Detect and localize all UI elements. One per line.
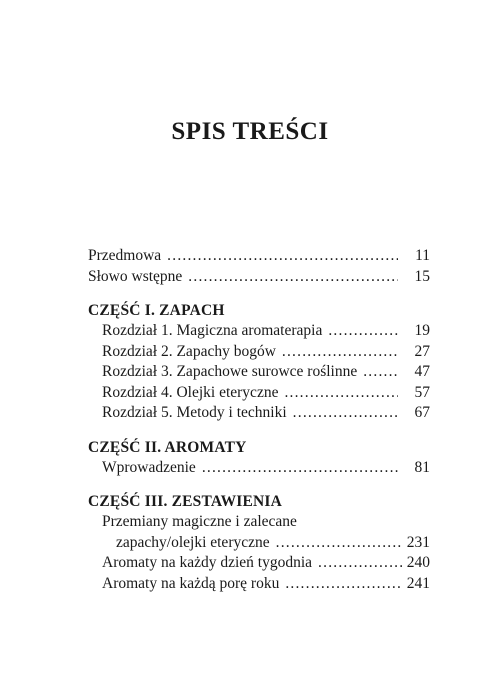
toc-entry-label: Aromaty na każdy dzień tygodnia bbox=[102, 554, 313, 571]
toc-entry-rozdzial-5[interactable] bbox=[88, 403, 430, 424]
toc-entry-label: Wprowadzenie bbox=[102, 458, 196, 476]
toc-page-number: 11 bbox=[415, 247, 430, 264]
toc-page-number: 67 bbox=[414, 404, 430, 421]
toc-entry-slowo-wstepne[interactable] bbox=[88, 267, 430, 288]
toc-entry-label: Przedmowa bbox=[88, 247, 162, 264]
toc-entry-przedmowa[interactable] bbox=[88, 246, 430, 267]
dot-leader bbox=[284, 383, 398, 404]
toc-entry-label: Rozdział 5. Metody i techniki bbox=[102, 404, 287, 421]
toc-page-number: 47 bbox=[414, 363, 430, 380]
dot-leader bbox=[188, 267, 398, 288]
dot-leader bbox=[363, 362, 398, 383]
toc-entry-aromaty-pora-roku[interactable] bbox=[88, 574, 430, 595]
toc-page-number: 27 bbox=[414, 342, 430, 360]
part-heading-2: CZĘŚĆ II. AROMATY bbox=[88, 438, 247, 456]
toc-entry-przemiany-magiczne[interactable] bbox=[88, 533, 430, 554]
toc-entry-label: Rozdział 2. Zapachy bogów bbox=[102, 342, 276, 360]
dot-leader bbox=[282, 342, 398, 363]
toc-entry-aromaty-dzien-tygodnia[interactable] bbox=[88, 553, 430, 574]
toc-page-number: 19 bbox=[414, 322, 430, 339]
toc-page-number: 15 bbox=[414, 267, 430, 285]
dot-leader bbox=[328, 321, 398, 342]
toc-entry-wprowadzenie[interactable] bbox=[88, 458, 430, 479]
dot-leader bbox=[276, 533, 402, 554]
dot-leader bbox=[285, 574, 402, 595]
toc-entry-rozdzial-4[interactable] bbox=[88, 383, 430, 404]
toc-page-number: 57 bbox=[414, 383, 430, 401]
dot-leader bbox=[167, 246, 398, 267]
toc-entry-label: Aromaty na każdą porę roku bbox=[102, 574, 280, 592]
toc-entry-label: Rozdział 1. Magiczna aromaterapia bbox=[102, 322, 323, 339]
dot-leader bbox=[293, 403, 398, 424]
toc-page-number: 240 bbox=[406, 554, 430, 571]
toc-page-number: 81 bbox=[414, 458, 430, 476]
toc-entry-label-line1: Przemiany magiczne i zalecane bbox=[102, 513, 297, 530]
toc-entry-label: Rozdział 3. Zapachowe surowce roślinne bbox=[102, 363, 358, 380]
dot-leader bbox=[202, 458, 398, 479]
toc-page-number: 241 bbox=[406, 574, 430, 592]
toc-entry-rozdzial-3[interactable] bbox=[88, 362, 430, 383]
toc-entry-label: zapachy/olejki eteryczne bbox=[116, 533, 270, 551]
toc-page-number: 231 bbox=[406, 533, 430, 551]
part-heading-1: CZĘŚĆ I. ZAPACH bbox=[88, 302, 225, 319]
table-of-contents bbox=[88, 246, 430, 594]
part-heading-3: CZĘŚĆ III. ZESTAWIENIA bbox=[88, 493, 283, 510]
toc-entry-label: Rozdział 4. Olejki eteryczne bbox=[102, 383, 279, 401]
page-title: SPIS TREŚCI bbox=[171, 118, 329, 145]
toc-entry-rozdzial-1[interactable] bbox=[88, 321, 430, 342]
dot-leader bbox=[318, 553, 402, 574]
toc-entry-label: Słowo wstępne bbox=[88, 267, 183, 285]
toc-entry-rozdzial-2[interactable] bbox=[88, 342, 430, 363]
